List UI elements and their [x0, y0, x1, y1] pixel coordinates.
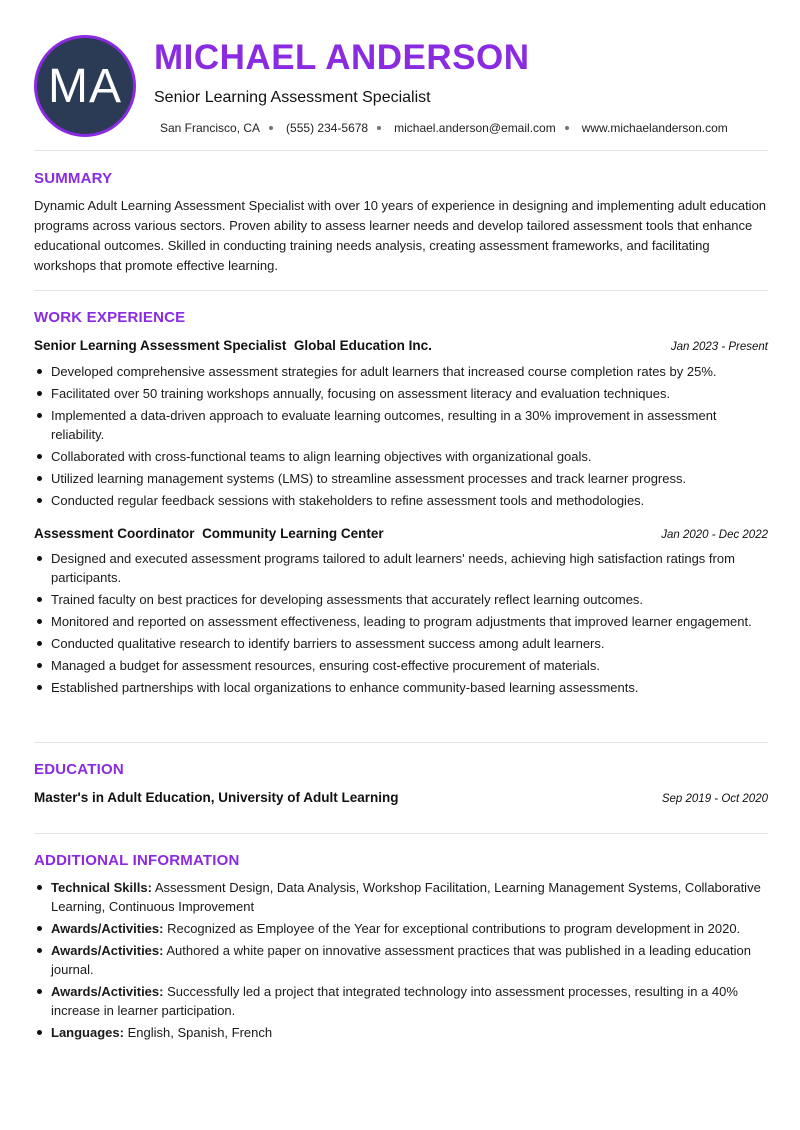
experience-heading: WORK EXPERIENCE — [34, 309, 186, 326]
item-label: Technical Skills: — [51, 880, 152, 895]
item-text: Assessment Design, Data Analysis, Workshop Facilitation, Learning Management Systems, Collaborative Learning, Continuous Improvement — [51, 880, 761, 914]
list-item: Established partnerships with local organizations to enhance community-based learning assessments. — [34, 678, 768, 697]
list-item — [34, 941, 768, 979]
contact-website[interactable]: www.michaelanderson.com — [581, 121, 728, 135]
list-item — [34, 878, 768, 916]
contact-line — [160, 121, 728, 135]
list-item: Conducted regular feedback sessions with stakeholders to refine assessment tools and methodologies. — [34, 491, 768, 510]
job-dates: Jan 2023 - Present — [670, 341, 768, 353]
divider — [34, 833, 768, 834]
education-entry — [34, 790, 768, 805]
job-title — [34, 338, 432, 353]
resume-header — [34, 0, 768, 150]
list-item: Conducted qualitative research to identify barriers to assessment success among adult learners. — [34, 634, 768, 653]
candidate-title: Senior Learning Assessment Specialist — [154, 89, 431, 106]
item-text: Successfully led a project that integrated technology into assessment processes, resulting in a 40% increase in learner participation. — [51, 984, 738, 1018]
item-label: Awards/Activities: — [51, 943, 164, 958]
list-item: Facilitated over 50 training workshops annually, focusing on assessment literacy and evaluation techniques. — [34, 384, 768, 403]
list-item — [34, 982, 768, 1020]
job-role: Senior Learning Assessment Specialist — [34, 338, 287, 353]
list-item: Managed a budget for assessment resources, ensuring cost-effective procurement of materials. — [34, 656, 768, 675]
item-label: Awards/Activities: — [51, 984, 164, 999]
additional-list — [34, 878, 768, 1045]
summary-heading: SUMMARY — [34, 170, 113, 187]
bullet-separator-icon — [269, 126, 273, 130]
resume-page — [34, 0, 768, 1040]
education-heading: EDUCATION — [34, 761, 124, 778]
bullet-separator-icon — [377, 126, 381, 130]
list-item: Implemented a data-driven approach to evaluate learning outcomes, resulting in a 30% improvement in assessment reliability. — [34, 406, 768, 444]
contact-phone: (555) 234-5678 — [286, 121, 369, 135]
divider — [34, 290, 768, 291]
list-item: Utilized learning management systems (LMS) to streamline assessment processes and track learner progress. — [34, 469, 768, 488]
bullet-separator-icon — [565, 126, 569, 130]
job-company: Community Learning Center — [202, 526, 384, 541]
divider — [34, 742, 768, 743]
education-dates: Sep 2019 - Oct 2020 — [661, 793, 768, 805]
list-item: Designed and executed assessment programs tailored to adult learners' needs, achieving high satisfaction ratings from participants. — [34, 549, 768, 587]
avatar: MA — [34, 35, 136, 137]
contact-location: San Francisco, CA — [160, 121, 261, 135]
summary-text: Dynamic Adult Learning Assessment Specialist with over 10 years of experience in designing and implementing adult education programs across various sectors. Proven ability to assess learner needs and develop tailored assessment tools that enhance educational outcomes. Skilled in conducting training needs analysis, creating assessment frameworks, and facilitating workshops that promote effective learning. — [34, 198, 767, 273]
list-item: Collaborated with cross-functional teams to align learning objectives with organizational goals. — [34, 447, 768, 466]
item-label: Languages: — [51, 1025, 124, 1040]
list-item — [34, 919, 768, 938]
item-text: Authored a white paper on innovative assessment practices that was published in a leading education journal. — [51, 943, 752, 977]
divider — [34, 150, 768, 151]
list-item: Monitored and reported on assessment effectiveness, leading to program adjustments that improved learner engagement. — [34, 612, 768, 631]
contact-email[interactable]: michael.anderson@email.com — [394, 121, 556, 135]
list-item — [34, 1023, 768, 1042]
job-bullets — [34, 549, 768, 700]
item-text: English, Spanish, French — [123, 1025, 273, 1040]
job-dates: Jan 2020 - Dec 2022 — [661, 529, 768, 541]
job-company: Global Education Inc. — [293, 338, 432, 353]
job-header — [34, 338, 768, 353]
item-text: Recognized as Employee of the Year for exceptional contributions to program development in 2020. — [163, 921, 741, 936]
degree-title: Master's in Adult Education, University of Adult Learning — [34, 790, 399, 805]
additional-heading: ADDITIONAL INFORMATION — [34, 852, 240, 869]
job-title — [34, 526, 384, 541]
job-header — [34, 526, 768, 541]
list-item: Trained faculty on best practices for developing assessments that accurately reflect learning outcomes. — [34, 590, 768, 609]
candidate-name: MICHAEL ANDERSON — [154, 38, 530, 77]
job-role: Assessment Coordinator — [34, 526, 195, 541]
list-item: Developed comprehensive assessment strategies for adult learners that increased course completion rates by 25%. — [34, 362, 768, 381]
job-bullets — [34, 362, 768, 513]
item-label: Awards/Activities: — [51, 921, 164, 936]
